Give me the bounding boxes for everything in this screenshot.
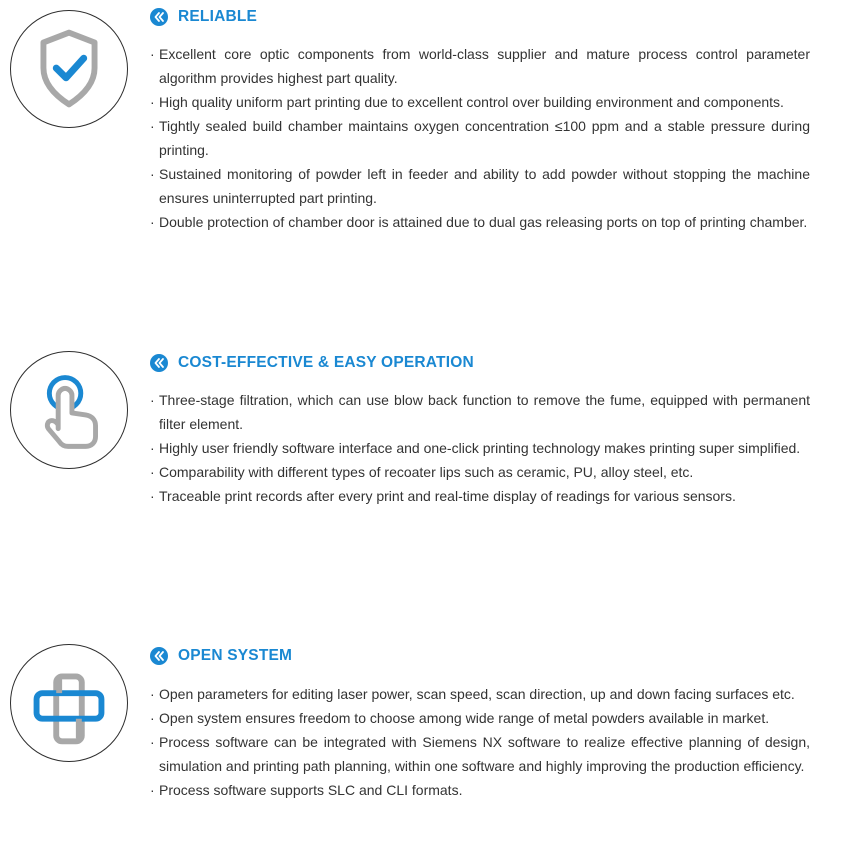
list-item: · Highly user friendly software interface and one-click printing technology makes printing super simplified. (150, 436, 810, 460)
list-item: · Three-stage filtration, which can use blow back function to remove the fume, equipped with permanent filter element. (150, 388, 810, 436)
section-heading (150, 6, 257, 28)
list-item: · Double protection of chamber door is attained due to dual gas releasing ports on top of printing chamber. (150, 210, 810, 234)
shield-check-icon (10, 10, 128, 128)
list-item: · Process software can be integrated with Siemens NX software to realize effective planning of design, simulation and printing path planning, within one software and highly improving the production efficiency. (150, 730, 810, 778)
section-heading (150, 352, 474, 374)
list-item: · Process software supports SLC and CLI formats. (150, 778, 810, 802)
touch-finger-icon (10, 351, 128, 469)
section-heading (150, 645, 292, 667)
section-title: COST-EFFECTIVE & EASY OPERATION (178, 354, 474, 371)
list-item: · High quality uniform part printing due to excellent control over building environment and components. (150, 90, 810, 114)
double-chevron-left-icon (150, 354, 168, 372)
list-item: · Sustained monitoring of powder left in feeder and ability to add powder without stopping the machine ensures uninterrupted part printing. (150, 162, 810, 210)
list-item: · Open parameters for editing laser power, scan speed, scan direction, up and down facing surfaces etc. (150, 682, 810, 706)
feature-list (150, 682, 810, 802)
section-title: RELIABLE (178, 8, 258, 25)
section-title: OPEN SYSTEM (178, 647, 293, 664)
list-item: · Tightly sealed build chamber maintains oxygen concentration ≤100 ppm and a stable pressure during printing. (150, 114, 810, 162)
list-item: · Comparability with different types of recoater lips such as ceramic, PU, alloy steel, etc. (150, 460, 810, 484)
list-item: · Traceable print records after every print and real-time display of readings for various sensors. (150, 484, 810, 508)
list-item: · Excellent core optic components from world-class supplier and mature process control parameter algorithm provides highest part quality. (150, 42, 810, 90)
list-item: · Open system ensures freedom to choose among wide range of metal powders available in market. (150, 706, 810, 730)
feature-list (150, 388, 810, 508)
feature-list (150, 42, 810, 234)
open-system-icon (10, 644, 128, 762)
double-chevron-left-icon (150, 8, 168, 26)
double-chevron-left-icon (150, 647, 168, 665)
